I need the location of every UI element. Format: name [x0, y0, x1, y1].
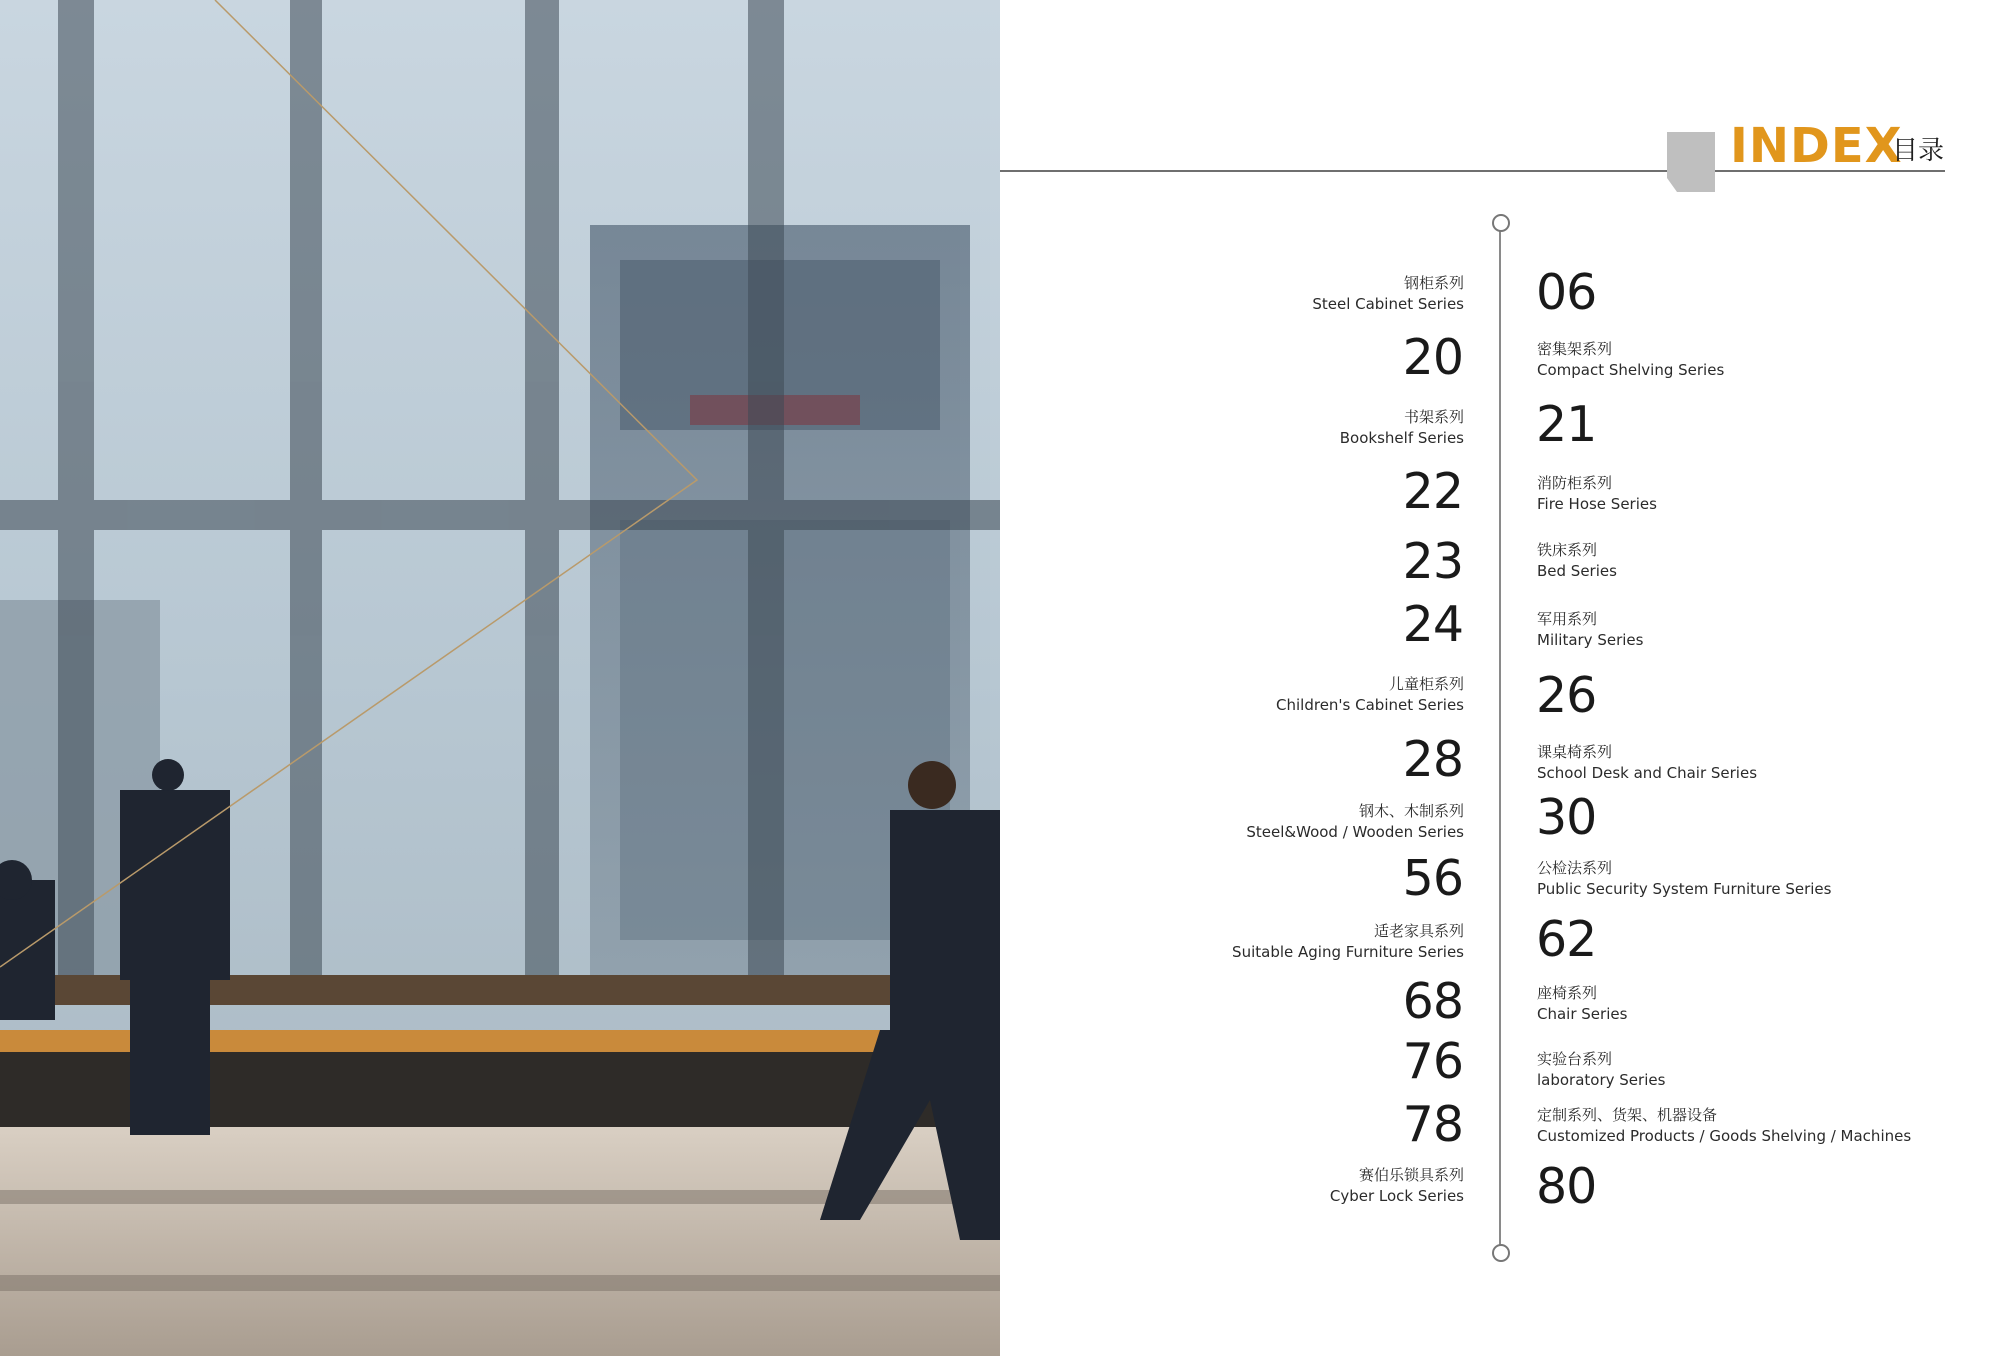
entry-chair[interactable]	[1537, 983, 1627, 1025]
entry-en: Chair Series	[1537, 1005, 1628, 1023]
entry-laboratory[interactable]	[1537, 1049, 1665, 1091]
entry-en: School Desk and Chair Series	[1537, 764, 1758, 782]
entry-cn: 儿童柜系列	[1388, 675, 1464, 693]
index-title: INDEX	[1730, 118, 1903, 174]
page-number: 06	[1536, 264, 1597, 321]
index-page	[1000, 0, 2000, 1356]
entry-cn: 公检法系列	[1537, 859, 1613, 877]
page-number: 20	[1402, 329, 1463, 386]
page-number: 76	[1402, 1033, 1463, 1090]
entry-bookshelf[interactable]	[1340, 407, 1464, 449]
entry-en: Bed Series	[1537, 562, 1617, 580]
timeline-top-dot	[1492, 214, 1510, 232]
entry-cn: 定制系列、货架、机器设备	[1537, 1106, 1718, 1124]
page-number: 62	[1536, 911, 1597, 968]
entry-public-security[interactable]	[1537, 858, 1831, 900]
entry-cn: 钢柜系列	[1403, 274, 1464, 292]
gray-tab-shape	[1667, 132, 1715, 192]
entry-en: laboratory Series	[1537, 1071, 1666, 1089]
entry-aging-furniture[interactable]	[1232, 921, 1464, 963]
entry-cn: 密集架系列	[1537, 340, 1613, 358]
entry-cn: 书架系列	[1403, 408, 1464, 426]
page-number: 68	[1402, 973, 1463, 1030]
entry-cn: 军用系列	[1537, 610, 1598, 628]
entry-en: Children's Cabinet Series	[1276, 696, 1464, 714]
entry-compact-shelving[interactable]	[1537, 339, 1724, 381]
page-number: 28	[1402, 731, 1463, 788]
page-number: 22	[1402, 463, 1463, 520]
entry-customized[interactable]	[1537, 1105, 1911, 1147]
timeline-bottom-dot	[1492, 1244, 1510, 1262]
page-number: 78	[1402, 1096, 1463, 1153]
entry-cn: 座椅系列	[1537, 984, 1598, 1002]
entry-school-desk[interactable]	[1537, 742, 1757, 784]
entry-en: Cyber Lock Series	[1329, 1187, 1464, 1205]
entry-en: Fire Hose Series	[1537, 495, 1657, 513]
entry-cn: 实验台系列	[1537, 1050, 1613, 1068]
entry-en: Bookshelf Series	[1339, 429, 1464, 447]
page-number: 56	[1402, 850, 1463, 907]
entry-en: Steel&Wood / Wooden Series	[1246, 823, 1464, 841]
entry-fire-hose[interactable]	[1537, 473, 1657, 515]
entry-cn: 课桌椅系列	[1537, 743, 1613, 761]
entry-cn: 铁床系列	[1537, 541, 1598, 559]
page-number: 30	[1536, 789, 1597, 846]
entry-steel-wood[interactable]	[1246, 801, 1464, 843]
entry-cn: 消防柜系列	[1537, 474, 1613, 492]
entry-cyber-lock[interactable]	[1330, 1165, 1464, 1207]
page-number: 24	[1402, 596, 1463, 653]
page-number: 21	[1536, 396, 1597, 453]
page-number: 26	[1536, 667, 1597, 724]
entry-en: Military Series	[1537, 631, 1644, 649]
entry-bed[interactable]	[1537, 540, 1617, 582]
timeline-line	[1499, 222, 1501, 1254]
index-title-cn: 目录	[1892, 136, 1945, 166]
page-number: 80	[1536, 1158, 1597, 1215]
entry-childrens-cabinet[interactable]	[1276, 674, 1464, 716]
page-number: 23	[1402, 533, 1463, 590]
entry-en: Customized Products / Goods Shelving / Machines	[1537, 1127, 1912, 1145]
entry-cn: 赛伯乐锁具系列	[1358, 1166, 1464, 1184]
entry-en: Public Security System Furniture Series	[1537, 880, 1832, 898]
entry-en: Suitable Aging Furniture Series	[1232, 943, 1464, 961]
entry-cn: 适老家具系列	[1373, 922, 1464, 940]
entry-en: Compact Shelving Series	[1537, 361, 1725, 379]
entry-steel-cabinet[interactable]	[1312, 273, 1464, 315]
entry-cn: 钢木、木制系列	[1358, 802, 1464, 820]
entry-en: Steel Cabinet Series	[1312, 295, 1464, 313]
entry-military[interactable]	[1537, 609, 1643, 651]
